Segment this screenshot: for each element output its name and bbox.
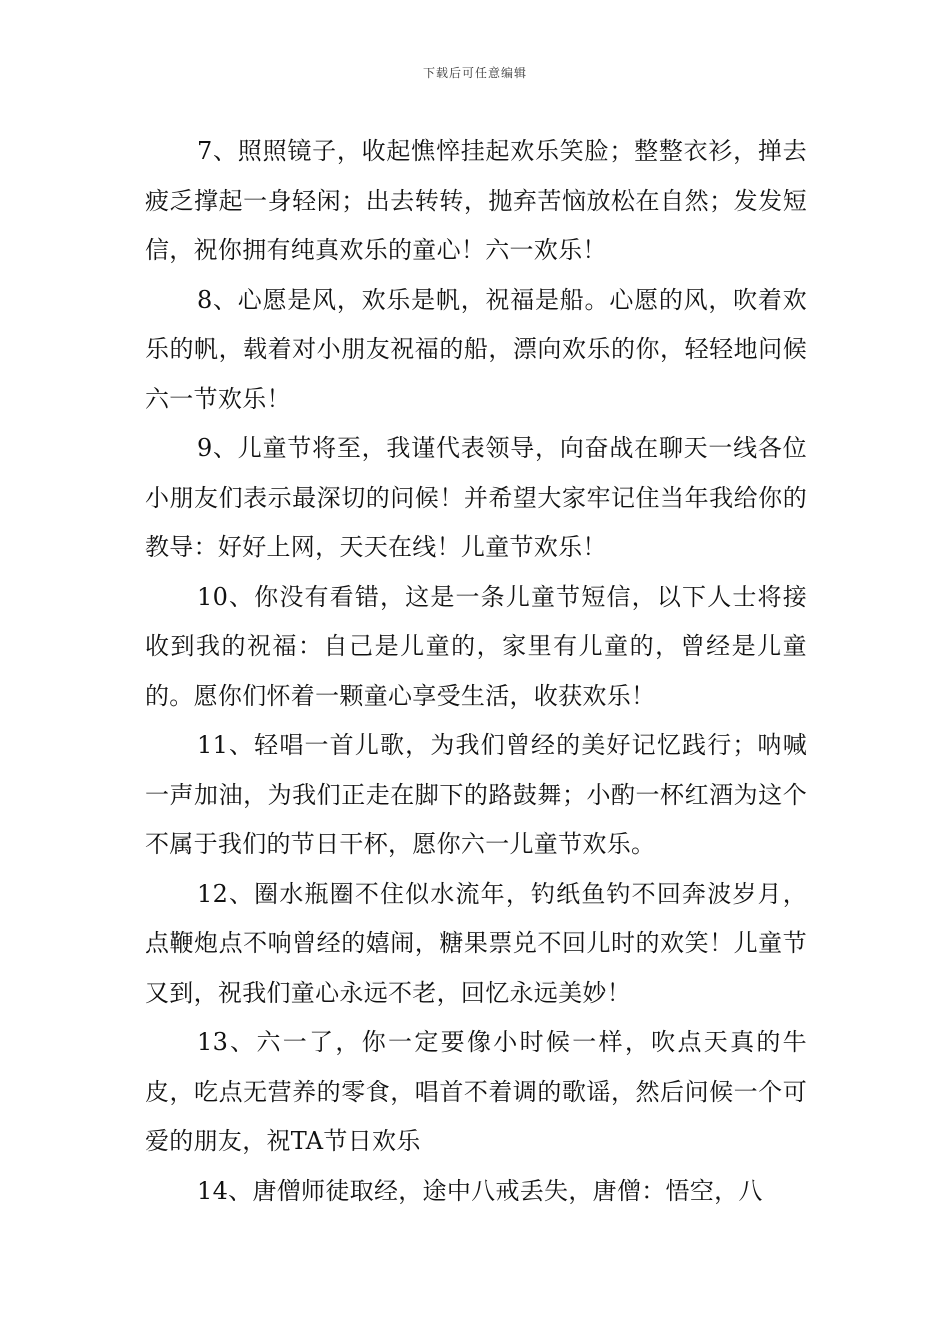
document-body	[145, 127, 807, 1216]
paragraph-12: 12、圈水瓶圈不住似水流年，钓纸鱼钓不回奔波岁月，点鞭炮点不响曾经的嬉闹，糖果票兑不回儿时的欢笑！儿童节又到，祝我们童心永远不老，回忆永远美妙！	[145, 879, 807, 1007]
paragraph-9: 9、儿童节将至，我谨代表领导，向奋战在聊天一线各位小朋友们表示最深切的问候！并希望大家牢记住当年我给你的教导：好好上网，天天在线！儿童节欢乐！	[145, 434, 807, 561]
paragraph-8: 8、心愿是风，欢乐是帆，祝福是船。心愿的风，吹着欢乐的帆，载着对小朋友祝福的船，漂向欢乐的你，轻轻地问候六一节欢乐！	[145, 285, 807, 413]
paragraph-11: 11、轻唱一首儿歌，为我们曾经的美好记忆践行；呐喊一声加油，为我们正走在脚下的路鼓舞；小酌一杯红酒为这个不属于我们的节日干杯，愿你六一儿童节欢乐。	[145, 731, 807, 858]
paragraph-14: 14、唐僧师徒取经，途中八戒丢失，唐僧：悟空，八	[197, 1176, 763, 1205]
paragraph-7: 7、照照镜子，收起憔悴挂起欢乐笑脸；整整衣衫，掸去疲乏撑起一身轻闲；出去转转，抛弃苦恼放松在自然；发发短信，祝你拥有纯真欢乐的童心！六一欢乐！	[145, 137, 807, 264]
paragraph-13: 13、六一了，你一定要像小时候一样，吹点天真的牛皮，吃点无营养的零食，唱首不着调的歌谣，然后问候一个可爱的朋友，祝TA节日欢乐	[145, 1028, 807, 1155]
paragraph-10: 10、你没有看错，这是一条儿童节短信，以下人士将接收到我的祝福：自己是儿童的，家里有儿童的，曾经是儿童的。愿你们怀着一颗童心享受生活，收获欢乐！	[145, 582, 807, 710]
page-header: 下载后可任意编辑	[422, 66, 527, 80]
